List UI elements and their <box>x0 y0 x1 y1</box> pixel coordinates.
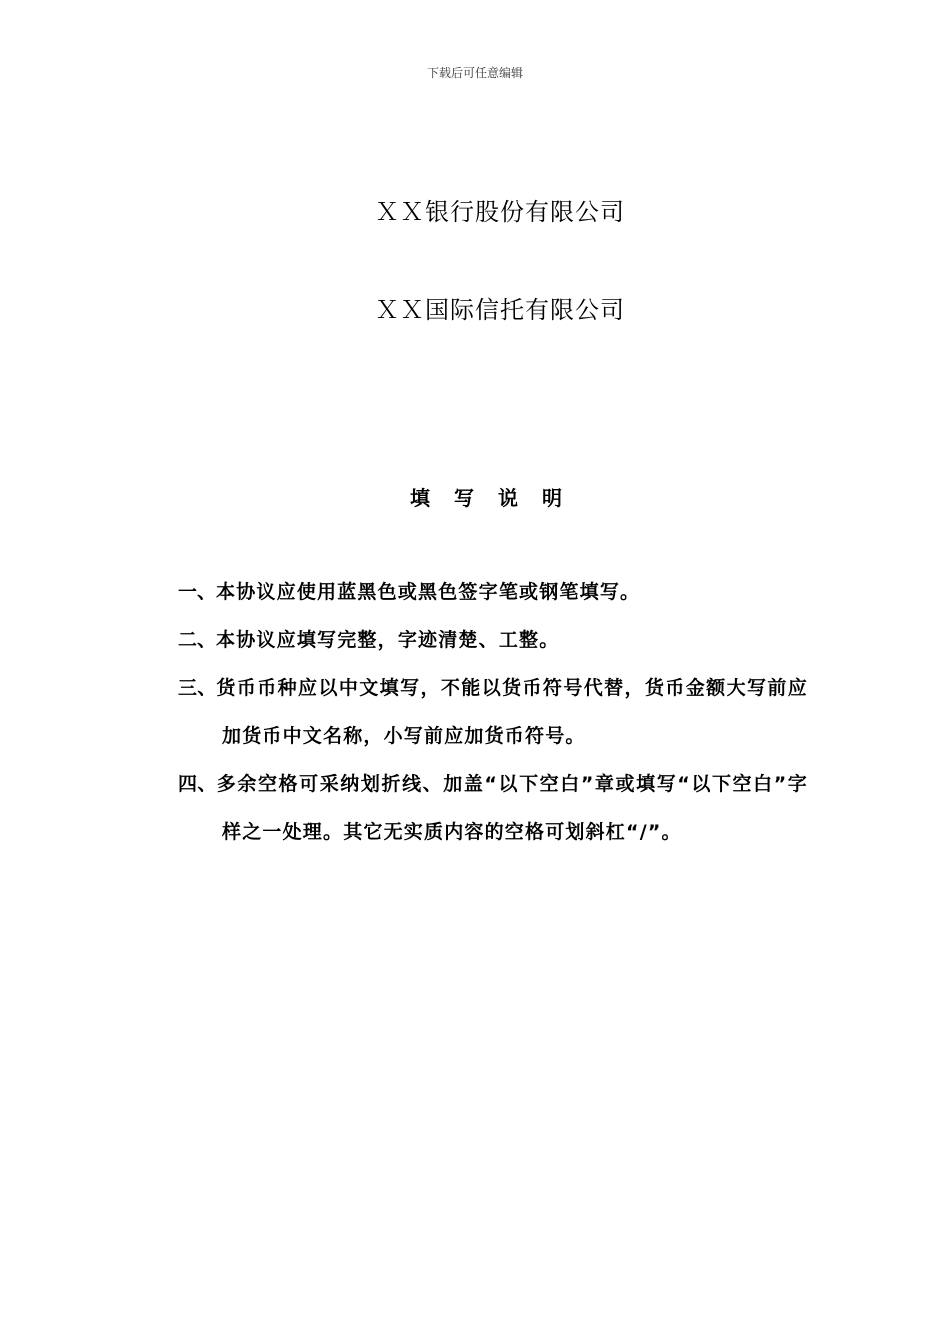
instructions-list <box>178 568 808 856</box>
instruction-text: 本协议应使用蓝黑色或黑色签字笔或钢笔填写。 <box>216 581 641 603</box>
instruction-text: 本协议应填写完整，字迹清楚、工整。 <box>216 629 560 651</box>
instruction-text: 多余空格可采纳划折线、加盖“以下空白”章或填写“以下空白”字样之一处理。其它无实质内容的空格可划斜杠“/”。 <box>216 773 808 843</box>
instruction-number: 一、 <box>178 581 217 603</box>
page-header-note: 下载后可任意编辑 <box>426 66 523 80</box>
company-name-bank: ＸＸ银行股份有限公司 <box>375 198 625 226</box>
instruction-number: 四、 <box>178 773 217 795</box>
section-title: 填写说明 <box>410 486 586 510</box>
instruction-item-2 <box>178 616 808 664</box>
company-name-trust: ＸＸ国际信托有限公司 <box>375 296 625 324</box>
instruction-number: 三、 <box>178 677 217 699</box>
instruction-number: 二、 <box>178 629 217 651</box>
instruction-item-4 <box>178 760 808 856</box>
instruction-text: 货币币种应以中文填写，不能以货币符号代替，货币金额大写前应加货币中文名称，小写前应加货币符号。 <box>216 677 808 747</box>
instruction-item-1 <box>178 568 808 616</box>
instruction-item-3 <box>178 664 808 760</box>
